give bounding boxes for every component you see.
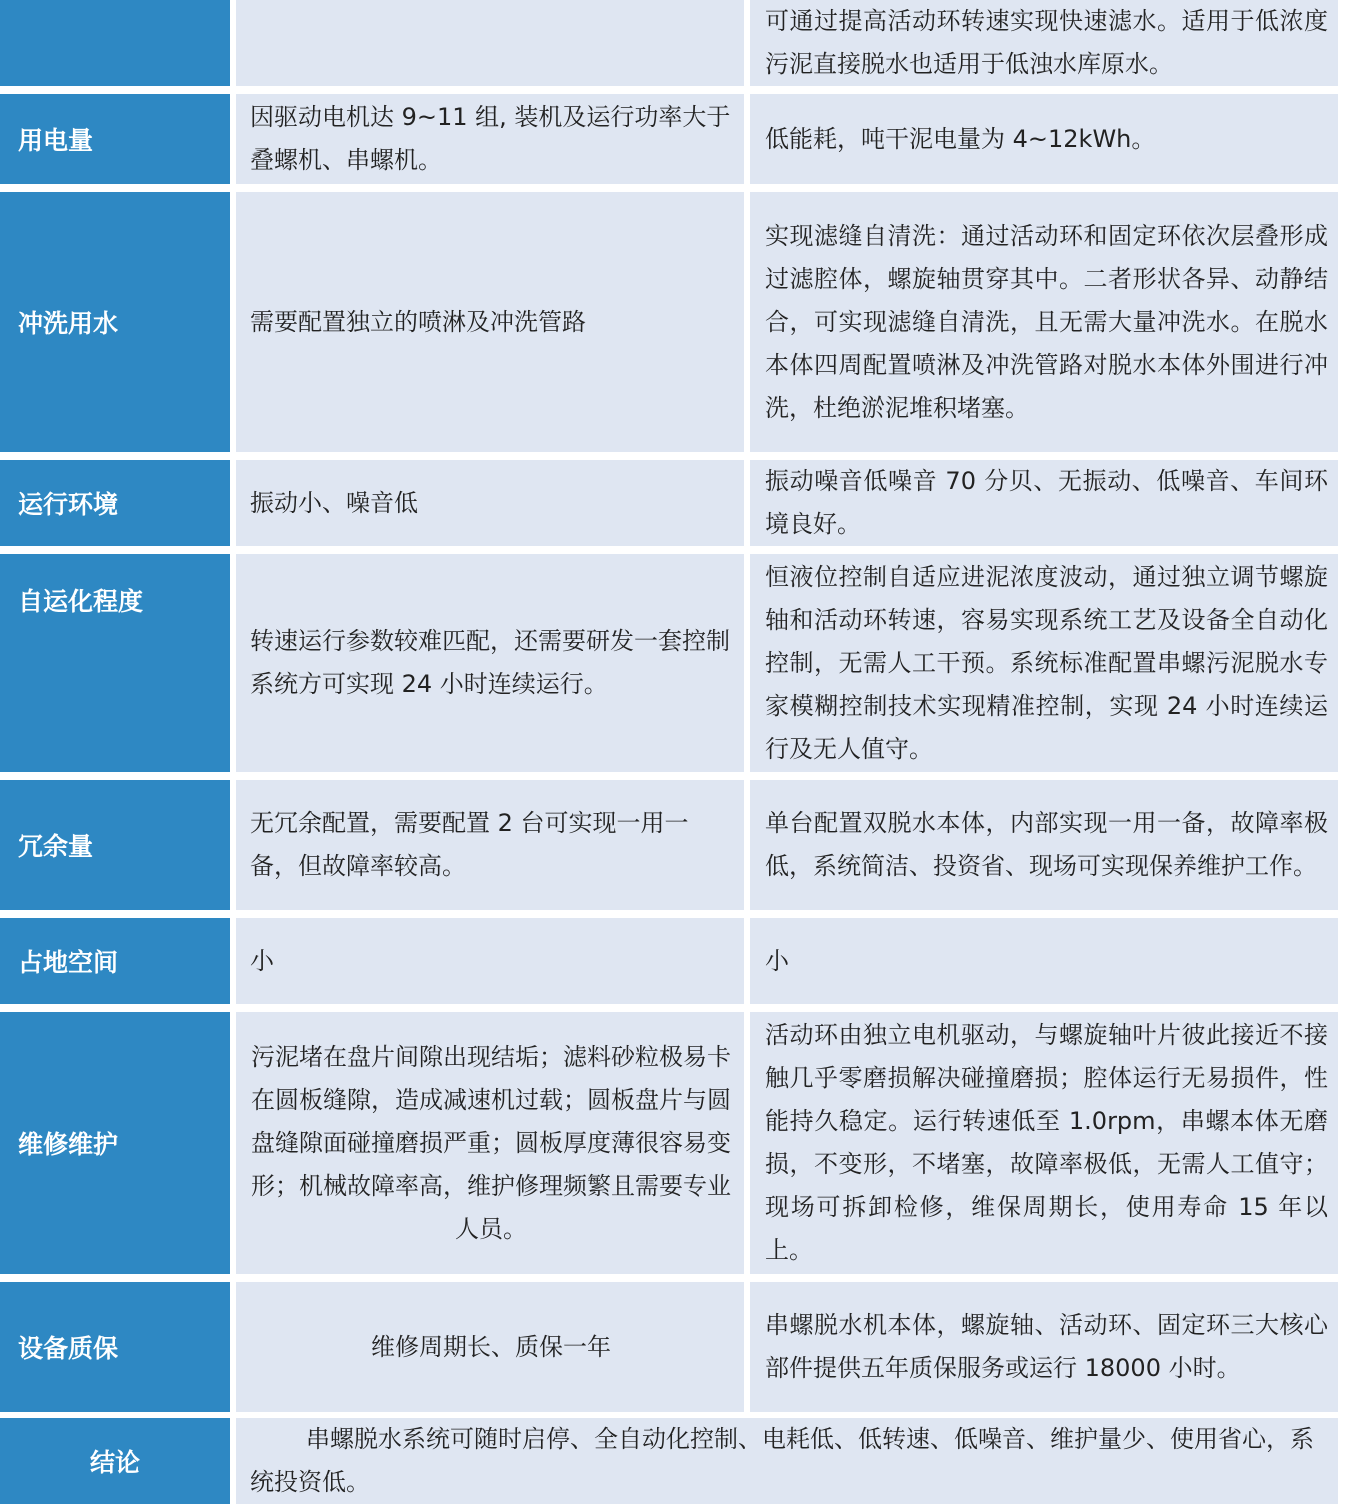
cell-col3: 小 [750, 918, 1338, 1004]
table-row [0, 918, 1345, 1004]
row-label: 维修维护 [0, 1012, 230, 1274]
row-label: 占地空间 [0, 918, 230, 1004]
row-label: 运行环境 [0, 460, 230, 546]
cell-col3: 单台配置双脱水本体，内部实现一用一备，故障率极低，系统简洁、投资省、现场可实现保养维护工作。 [750, 780, 1338, 910]
cell-col3: 低能耗，吨干泥电量为 4~12kWh。 [750, 94, 1338, 184]
table-row [0, 94, 1345, 184]
table-row [0, 554, 1345, 772]
cell-col3: 振动噪音低噪音 70 分贝、无振动、低噪音、车间环境良好。 [750, 460, 1338, 546]
row-label [0, 0, 230, 86]
conclusion-label: 结论 [0, 1418, 230, 1504]
conclusion-text-cell: 串螺脱水系统可随时启停、全自动化控制、电耗低、低转速、低噪音、维护量少、使用省心，系统投资低。 [236, 1418, 1338, 1504]
cell-col3: 串螺脱水机本体，螺旋轴、活动环、固定环三大核心部件提供五年质保服务或运行 18000 小时。 [750, 1282, 1338, 1412]
cell-col2: 因驱动电机达 9~11 组, 装机及运行功率大于叠螺机、串螺机。 [236, 94, 744, 184]
cell-col2: 无冗余配置，需要配置 2 台可实现一用一备，但故障率较高。 [236, 780, 744, 910]
conclusion-row [0, 1418, 1345, 1504]
table-row [0, 460, 1345, 546]
table-row [0, 0, 1345, 86]
cell-col3: 活动环由独立电机驱动，与螺旋轴叶片彼此接近不接触几乎零磨损解决碰撞磨损；腔体运行无易损件，性能持久稳定。运行转速低至 1.0rpm，串螺本体无磨损，不变形，不堵塞，故障率极低，无需人工值守；现场可拆卸检修，维保周期长，使用寿命 15 年以上。 [750, 1012, 1338, 1274]
cell-col3: 恒液位控制自适应进泥浓度波动，通过独立调节螺旋轴和活动环转速，容易实现系统工艺及设备全自动化控制，无需人工干预。系统标准配置串螺污泥脱水专家模糊控制技术实现精准控制，实现 24 小时连续运行及无人值守。 [750, 554, 1338, 772]
table-row [0, 780, 1345, 910]
cell-col2: 需要配置独立的喷淋及冲洗管路 [236, 192, 744, 452]
cell-col2: 转速运行参数较难匹配，还需要研发一套控制系统方可实现 24 小时连续运行。 [236, 554, 744, 772]
cell-col2: 维修周期长、质保一年 [236, 1282, 744, 1412]
row-label: 自运化程度 [0, 554, 230, 772]
table-row [0, 1282, 1345, 1412]
cell-col2: 污泥堵在盘片间隙出现结垢；滤料砂粒极易卡在圆板缝隙，造成减速机过载；圆板盘片与圆盘缝隙面碰撞磨损严重；圆板厚度薄很容易变形；机械故障率高，维护修理频繁且需要专业人员。 [236, 1012, 744, 1274]
cell-col2: 振动小、噪音低 [236, 460, 744, 546]
table-row [0, 192, 1345, 452]
row-label: 用电量 [0, 94, 230, 184]
cell-col2: 小 [236, 918, 744, 1004]
cell-col3: 实现滤缝自清洗：通过活动环和固定环依次层叠形成过滤腔体，螺旋轴贯穿其中。二者形状各异、动静结合，可实现滤缝自清洗，且无需大量冲洗水。在脱水本体四周配置喷淋及冲洗管路对脱水本体外围进行冲洗，杜绝淤泥堆积堵塞。 [750, 192, 1338, 452]
row-label: 设备质保 [0, 1282, 230, 1412]
row-label: 冲洗用水 [0, 192, 230, 452]
table-row [0, 1012, 1345, 1274]
row-label: 冗余量 [0, 780, 230, 910]
cell-col3: 可通过提高活动环转速实现快速滤水。适用于低浓度污泥直接脱水也适用于低浊水库原水。 [750, 0, 1338, 86]
cell-col2 [236, 0, 744, 86]
